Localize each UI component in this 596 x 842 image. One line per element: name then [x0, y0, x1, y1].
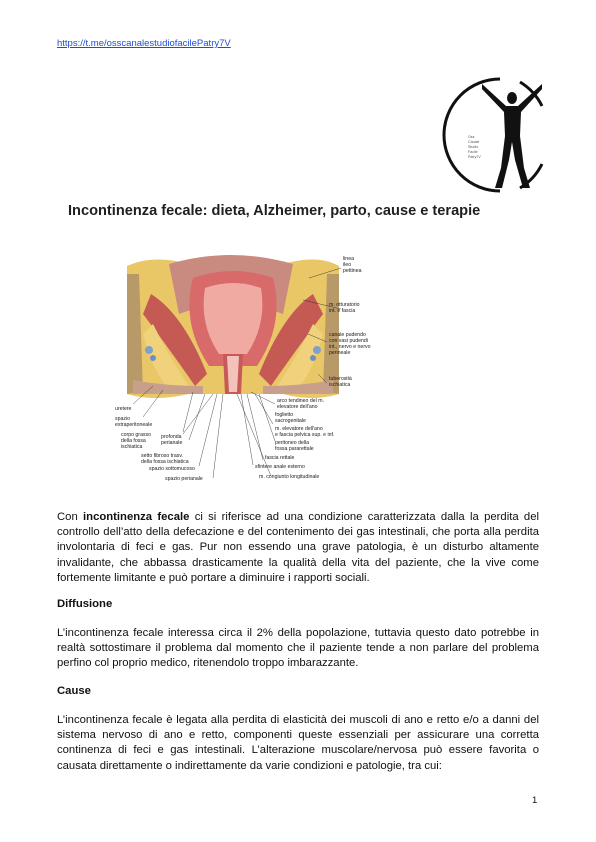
label-tuberosita: tuberosità — [329, 376, 352, 382]
logo-text-2: Canale — [468, 140, 480, 144]
label-perianale: perianale — [161, 440, 183, 446]
intro-paragraph — [57, 510, 539, 586]
intro-term: incontinenza fecale — [83, 511, 190, 523]
label-setto: setto fibroso trasv. — [141, 453, 183, 459]
label-fascia-rettale: fascia rettale — [265, 455, 295, 461]
pelvis-drawing — [127, 255, 339, 398]
diffusione-paragraph: L’incontinenza fecale interessa circa il 2% della popolazione, tuttavia questo dato potrebbe in realtà sottostimare il problema dal momento che il paziente tende a non parlare del problema perfino col proprio medico, ritenendolo troppo imbarazzante. — [57, 627, 539, 670]
label-ischiatica: ischiatica — [329, 382, 351, 388]
label-perineale: perineale — [329, 350, 351, 356]
label-sfintere: sfintere anale esterno — [255, 464, 305, 470]
label-della-fossa: della fossa — [121, 438, 146, 444]
intro-rest: ci si riferisce ad una condizione caratterizzata dalla la perdita del controllo dell’atto della defecazione e del contenimento dei gas intestinali, che porta alla perdita involontaria di feci e gas. Pur non essendo una grave patologia, è un disturbo altamente invalidante, che abbassa drasticamente la qualità della vita del paziente, che la vive come fortemente limitante e può portare a diminuire i rapporti sociali. — [57, 511, 539, 584]
heading-cause: Cause — [57, 685, 91, 697]
logo-figure-icon — [482, 84, 542, 188]
label-linea: linea — [343, 256, 354, 262]
label-fossa-pararettale: fossa pararettale — [275, 446, 314, 452]
label-arco: arco tendineo del m. — [277, 398, 325, 404]
label-elevatore: elevatore dell'ano — [277, 404, 318, 410]
label-fascia-pelvica: e fascia pelvica sup. e inf. — [275, 432, 335, 438]
label-profonda: profonda — [161, 434, 182, 440]
label-otturatorio: m. otturatorio — [329, 302, 360, 308]
label-vasi-pudendi: con vasi pudendi — [329, 338, 368, 344]
label-corpo-grasso: corpo grasso — [121, 432, 151, 438]
label-m-elevatore: m. elevatore dell'ano — [275, 426, 323, 432]
logo-text-3: Studio — [468, 145, 479, 149]
label-della-fossa-isch: della fossa ischiatica — [141, 459, 189, 465]
label-peritoneo: peritoneo della — [275, 440, 310, 446]
label-int-nervo: int., nervo e nervo — [329, 344, 371, 350]
telegram-link[interactable]: https://t.me/osscanalestudiofacilePatry7V — [57, 38, 231, 49]
label-spazio-perianale: spazio perianale — [165, 476, 203, 482]
label-foglietto: foglietto — [275, 412, 294, 418]
heading-diffusione: Diffusione — [57, 598, 113, 610]
logo-text-1: Oss — [468, 135, 475, 139]
label-extraperitoneale: extraperitoneale — [115, 422, 153, 428]
label-sacrogenitale: sacrogenitale — [275, 418, 306, 424]
page-title: Incontinenza fecale: dieta, Alzheimer, parto, cause e terapie — [68, 203, 481, 219]
label-sottomucoso: spazio sottomucoso — [149, 466, 195, 472]
label-uretere: uretere — [115, 406, 132, 412]
label-congiunto: m. congiunto longitudinale — [259, 474, 320, 480]
page-number: 1 — [532, 795, 538, 806]
label-spazio: spazio — [115, 416, 130, 422]
anatomy-illustration — [113, 254, 371, 482]
label-canale-pudendo: canale pudendo — [329, 332, 366, 338]
logo-text-5: Patry7V — [468, 155, 481, 159]
cause-paragraph: L’incontinenza fecale è legata alla perdita di elasticità dei muscoli di ano e retto e/o a danni del sistema nervoso di ano e retto, componenti queste essenziali per assicurare una corretta continenza di feci e gas intestinali. L’alterazione muscolare/nervosa può essere favorita o causata direttamente o indirettamente da varie condizioni e patologie, tra cui: — [57, 714, 539, 772]
logo-text-4: Facile — [468, 150, 478, 154]
intro-lead: Con — [57, 511, 84, 523]
label-pettinea: pettinea — [343, 268, 362, 274]
label-ileo: ileo — [343, 262, 352, 268]
logo — [460, 76, 542, 194]
label-ischiatica-2: ischiatica — [121, 444, 143, 450]
label-int-fascia: int. e fascia — [329, 308, 356, 314]
